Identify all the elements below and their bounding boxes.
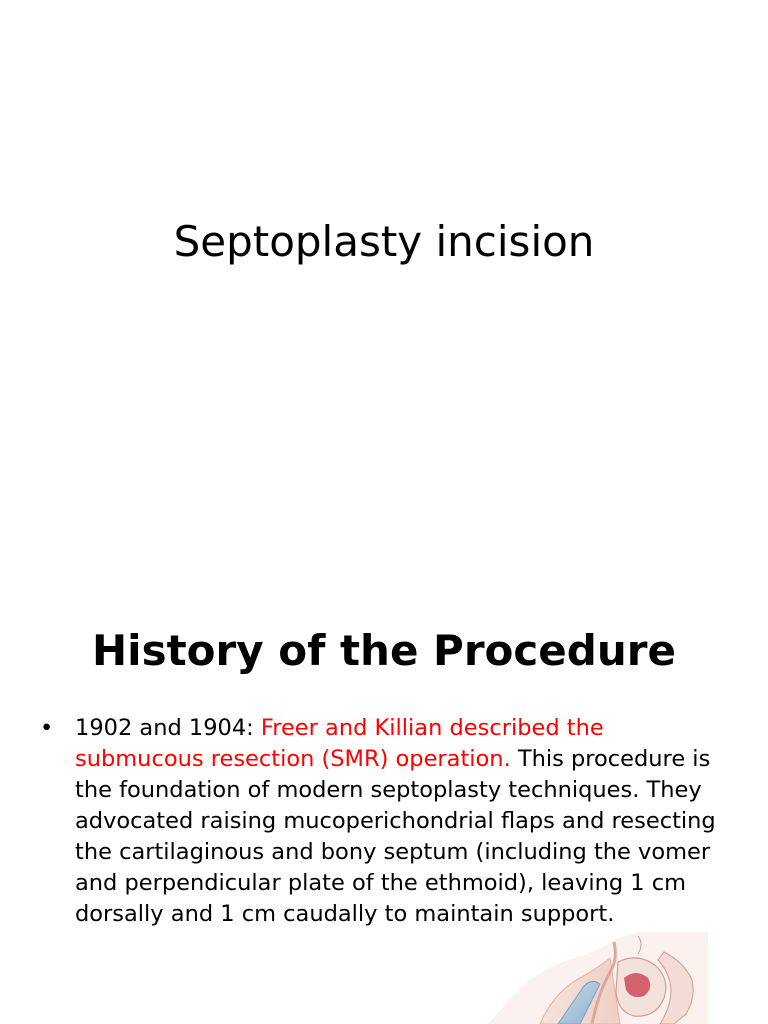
bullet-date: 1902 and 1904:: [75, 715, 261, 741]
bullet-marker: •: [40, 715, 54, 741]
bullet-text: This procedure is the foundation of modern septoplasty techniques. They advocated raising mucoperichondrial flaps and resecting the cartilaginous and bony septum (including the vomer and perpendicular plate of the ethmoid), leaving 1 cm dorsally and 1 cm caudally to maintain support.: [75, 746, 716, 927]
bullet-highlight: Freer and Killian described the submucous resection (SMR) operation.: [75, 715, 604, 772]
nasal-septum-illustration: [488, 932, 708, 1024]
slide-title: History of the Procedure: [92, 626, 676, 675]
slide-title: Septoplasty incision: [173, 217, 595, 266]
bullet-item: [40, 713, 730, 930]
slide-history: [0, 576, 768, 1024]
bullet-list: [40, 713, 730, 930]
